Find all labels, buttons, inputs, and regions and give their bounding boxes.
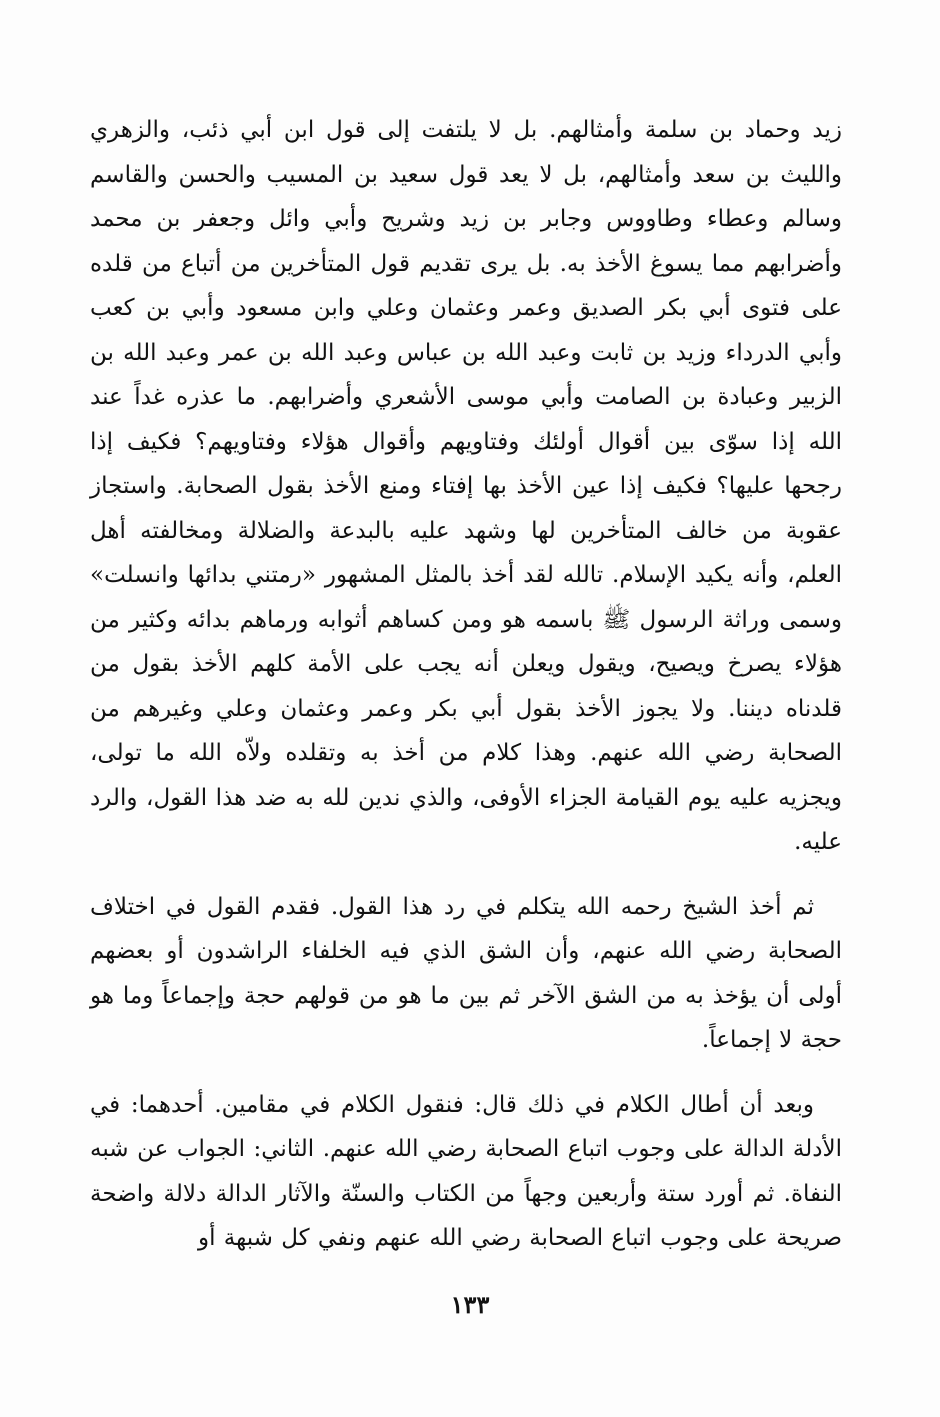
page-number: ١٣٣	[450, 1290, 490, 1319]
paragraph-1: زيد وحماد بن سلمة وأمثالهم. بل لا يلتفت إلى قول ابن أبي ذئب، والزهري والليث بن سعد وأمثالهم، بل لا يعد قول سعيد بن المسيب والحسن والقاسم وسالم وعطاء وطاووس وجابر بن زيد وشريح وأبي وائل وجعفر بن محمد وأضرابهم مما يسوغ الأخذ به. بل يرى تقديم قول المتأخرين من أتباع من قلده على فتوى أبي بكر الصديق وعمر وعثمان وعلي وابن مسعود وأبي بن كعب وأبي الدرداء وزيد بن ثابت وعبد الله بن عباس وعبد الله بن عمر وعبد الله بن الزبير وعبادة بن الصامت وأبي موسى الأشعري وأضرابهم. ما عذره غداً عند الله إذا سوّى بين أقوال أولئك وفتاويهم وأقوال هؤلاء وفتاويهم؟ فكيف إذا رجحها عليها؟ فكيف إذا عين الأخذ بها إفتاء ومنع الأخذ بقول الصحابة. واستجاز عقوبة من خالف المتأخرين لها وشهد عليه بالبدعة والضلالة ومخالفته أهل العلم، وأنه يكيد الإسلام. تالله لقد أخذ بالمثل المشهور «رمتني بدائها وانسلت» وسمى وراثة الرسول ﷺ باسمه هو ومن كساهم أثوابه ورماهم بدائه وكثير من هؤلاء يصرخ ويصيح، ويقول ويعلن أنه يجب على الأمة كلهم الأخذ بقول من قلدناه ديننا. ولا يجوز الأخذ بقول أبي بكر وعمر وعثمان وعلي وغيرهم من الصحابة رضي الله عنهم. وهذا كلام من أخذ به وتقلده ولاّه الله ما تولى، ويجزيه عليه يوم القيامة الجزاء الأوفى، والذي ندين لله به ضد هذا القول، والرد عليه.	[90, 117, 842, 855]
page-body-text	[90, 108, 842, 1261]
paragraph-3: وبعد أن أطال الكلام في ذلك قال: فنقول الكلام في مقامين. أحدهما: في الأدلة الدالة على وجوب اتباع الصحابة رضي الله عنهم. الثاني: الجواب عن شبه النفاة. ثم أورد ستة وأربعين وجهاً من الكتاب والسنّة والآثار الدالة دلالة واضحة صريحة على وجوب اتباع الصحابة رضي الله عنهم ونفي كل شبهة أو	[90, 1091, 842, 1251]
paragraph-2: ثم أخذ الشيخ رحمه الله يتكلم في رد هذا القول. فقدم القول في اختلاف الصحابة رضي الله عنهم، وأن الشق الذي فيه الخلفاء الراشدون أو بعضهم أولى أن يؤخذ به من الشق الآخر ثم بين ما هو من قولهم حجة وإجماعاً وما هو حجة لا إجماعاً.	[90, 893, 842, 1053]
